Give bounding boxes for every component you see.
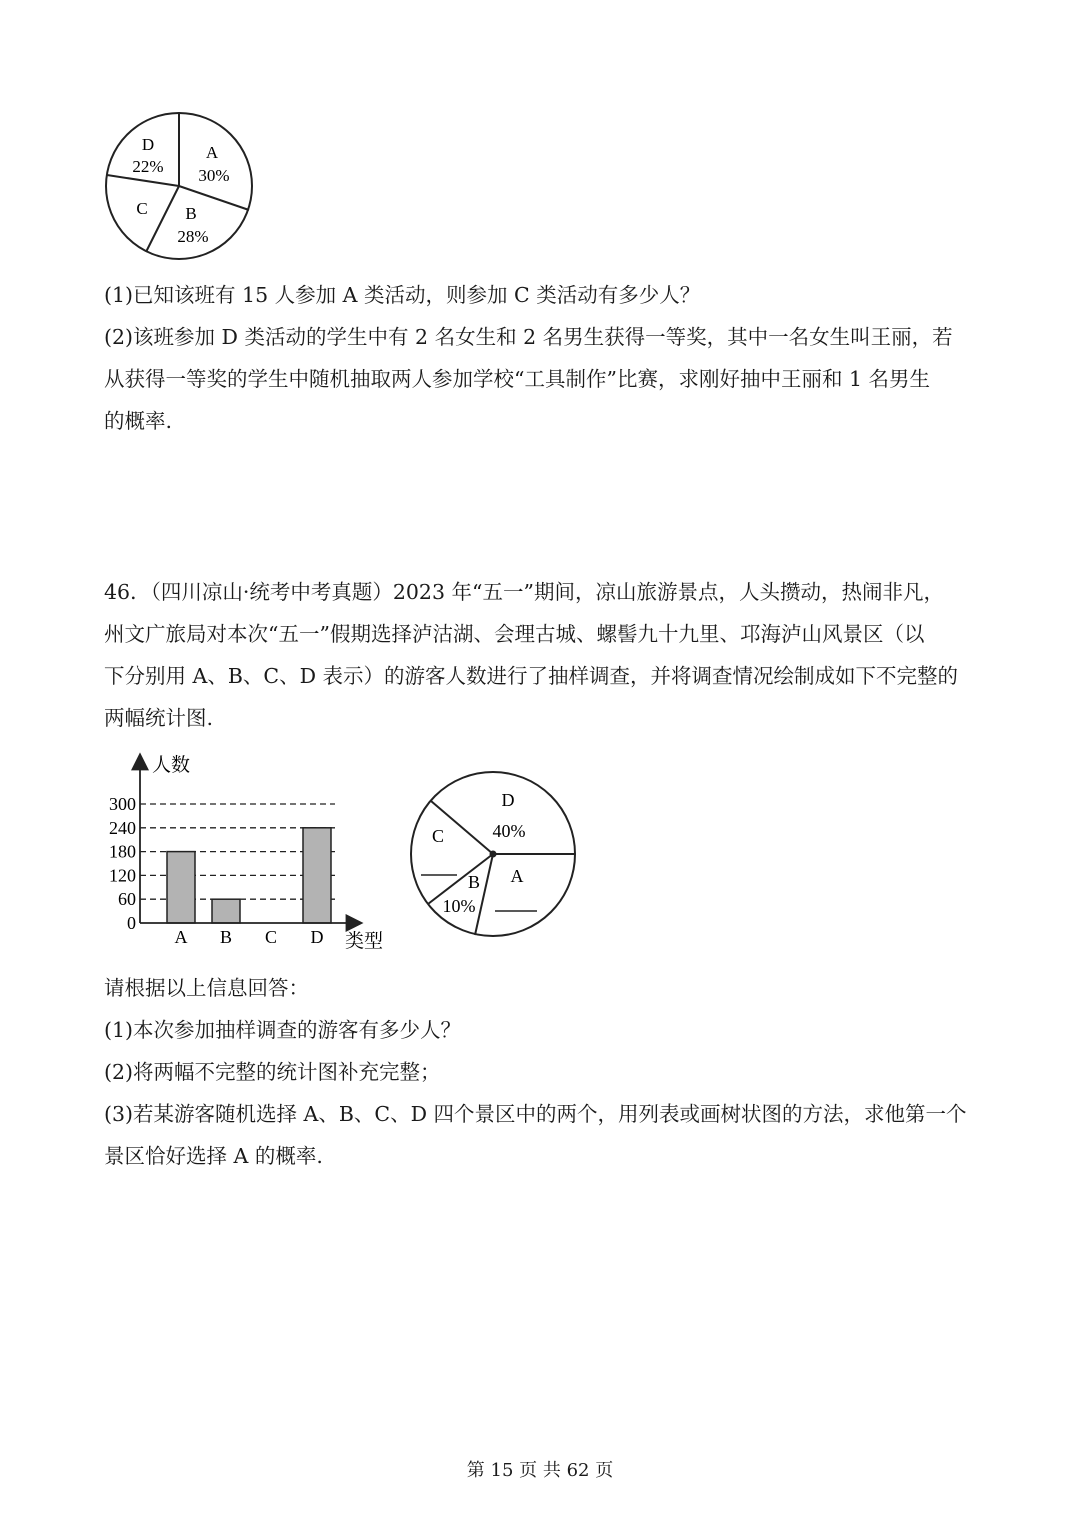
q45-questions [104,274,984,442]
bar-category-label: C [264,927,278,947]
bar-x-axis-label: 类型 [345,931,384,952]
pie1-divider-c-d [107,175,179,186]
q46-intro-line4: 两幅统计图. [104,706,214,730]
bar-D [303,828,331,923]
bar-category-label: A [174,927,188,947]
bar-B [212,899,240,923]
bar-category-label: D [310,927,324,947]
pie2-pct-b: 10% [442,896,476,916]
pie1-pct-b: 28% [177,227,209,246]
pie1-pct-d: 22% [132,157,164,176]
q46-questions [104,967,984,1177]
bar-y-tick-label: 120 [109,865,136,886]
pie1-label-c: C [136,199,148,218]
pie1-label-b: B [185,204,197,223]
q46-intro [104,571,984,739]
pie2-label-d: D [501,790,515,810]
q46-part3-line2: 景区恰好选择 A 的概率. [104,1144,323,1168]
q45-part2-line3: 的概率. [104,409,173,433]
q45-part2-line2: 从获得一等奖的学生中随机抽取两人参加学校“工具制作”比赛，求刚好抽中王丽和 1 名男生 [104,367,931,391]
bar-y-tick-label: 240 [109,817,136,838]
q46-part3-line1: (3)若某游客随机选择 A、B、C、D 四个景区中的两个，用列表或画树状图的方法，求他第一个 [104,1102,967,1126]
bar-y-tick-label: 300 [109,793,136,814]
pie2-pct-d: 40% [492,821,526,841]
q45-part2-line1: (2)该班参加 D 类活动的学生中有 2 名女生和 2 名男生获得一等奖，其中一名女生叫王丽，若 [104,325,953,349]
q46-prompt: 请根据以上信息回答： [104,976,309,1000]
bar-category-label: B [219,927,233,947]
bar-y-tick-label: 0 [127,913,136,933]
q46-part2: (2)将两幅不完整的统计图补充完整； [104,1060,441,1084]
bar-y-axis-label: 人数 [152,755,191,776]
pie1-label-a: A [205,143,219,162]
q46-intro-line2: 州文广旅局对本次“五一”假期选择泸沽湖、会理古城、螺髻九十九里、邛海泸山风景区（以 [104,622,925,646]
q45-part1: (1)已知该班有 15 人参加 A 类活动，则参加 C 类活动有多少人？ [104,283,701,307]
bar-chart [100,748,400,958]
bar-y-tick-label: 180 [109,841,136,862]
bar-A [167,852,195,923]
pie-chart-1 [98,106,263,266]
pie-chart-2 [405,768,585,943]
q46-part1: (1)本次参加抽样调查的游客有多少人？ [104,1018,462,1042]
pie2-label-b: B [467,872,481,892]
page-footer: 第 15 页 共 62 页 [466,1460,614,1481]
pie1-label-d: D [141,135,155,154]
pie2-label-c: C [431,826,445,846]
pie2-label-a: A [510,866,524,886]
pie1-divider-b-c [146,186,179,252]
q46-intro-line3: 下分别用 A、B、C、D 表示）的游客人数进行了抽样调查，并将调查情况绘制成如下不完整的 [104,664,959,688]
pie1-pct-a: 30% [198,166,230,185]
bar-y-tick-label: 60 [118,889,136,910]
q46-intro-line1: 46．（四川凉山·统考中考真题）2023 年“五一”期间，凉山旅游景点，人头攒动，热闹非凡， [104,580,944,604]
